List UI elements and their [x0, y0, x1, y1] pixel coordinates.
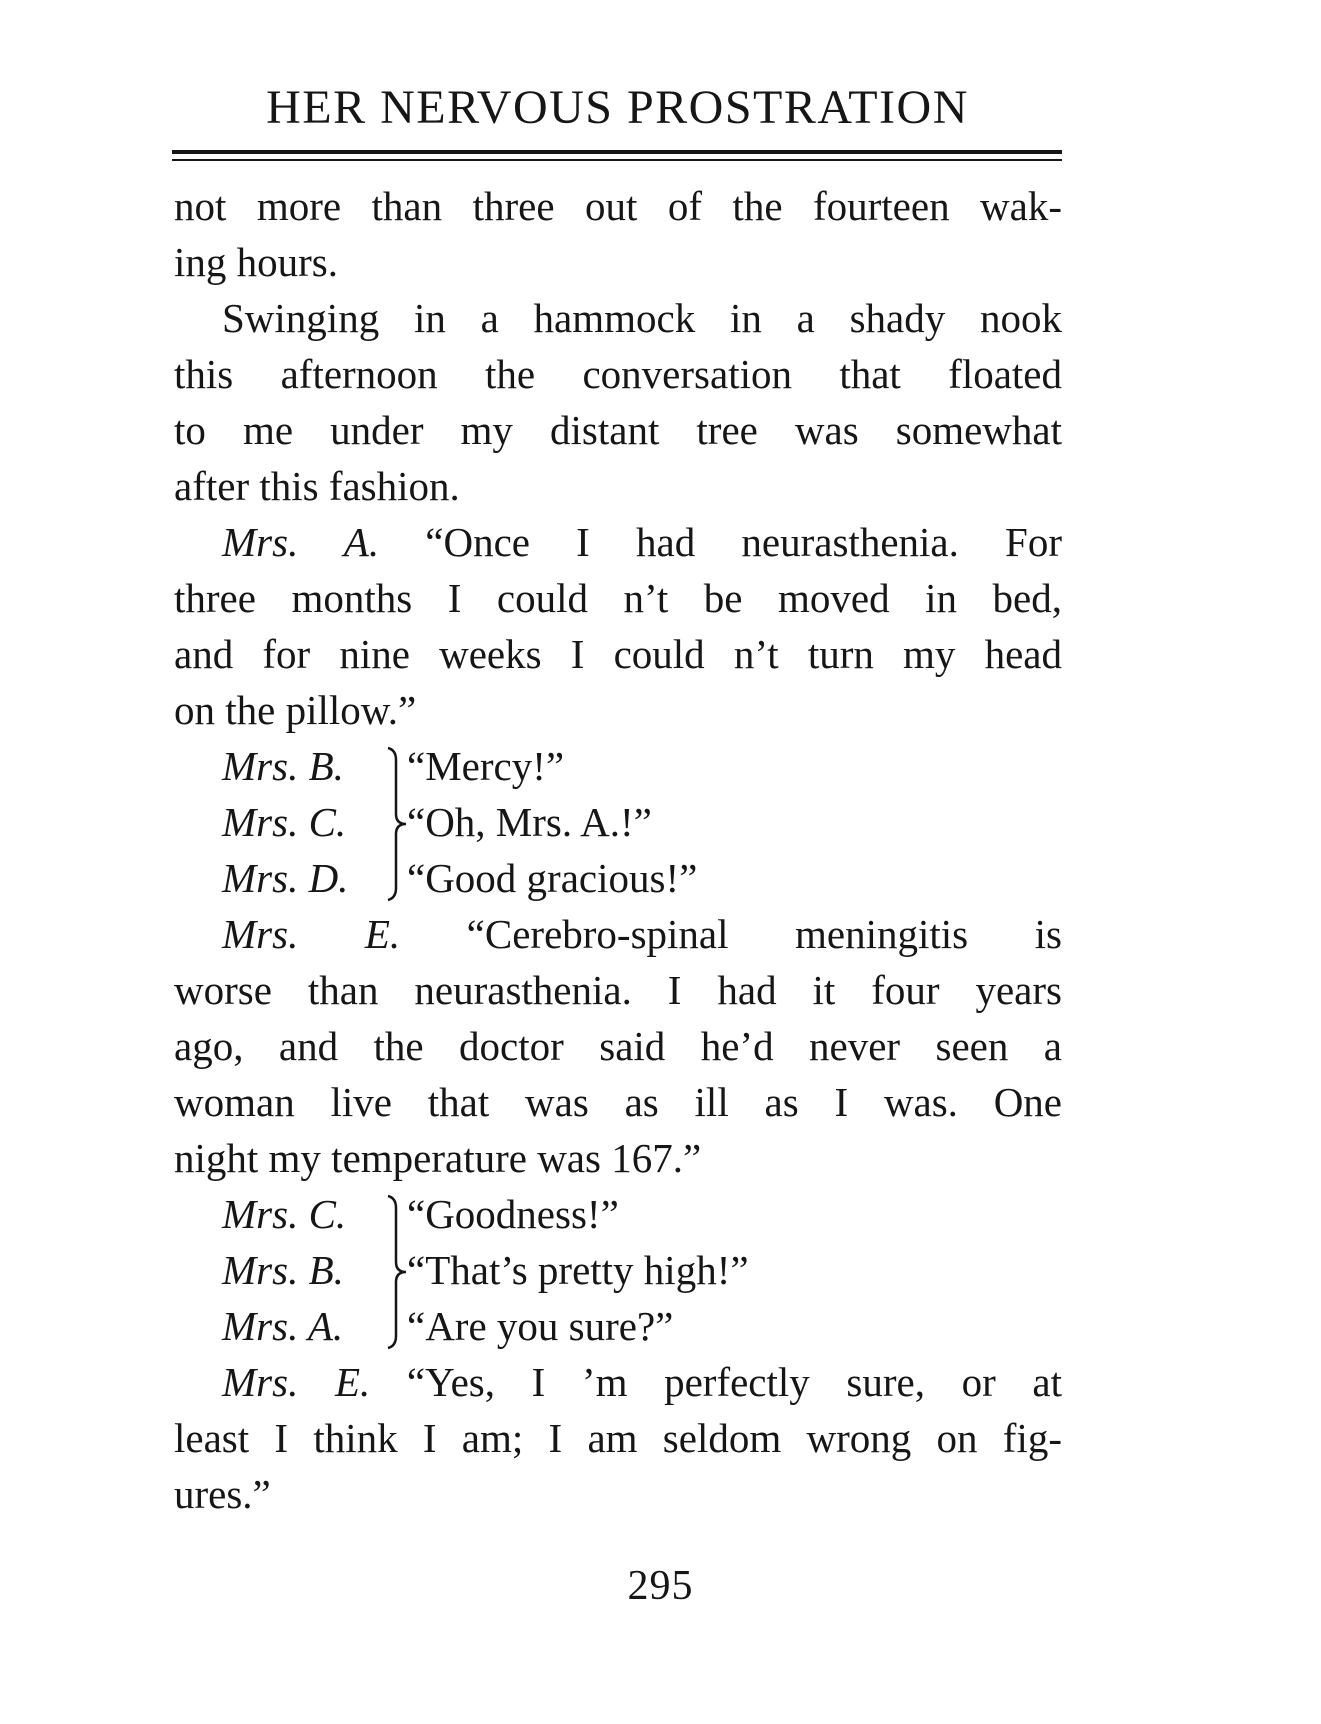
text-line: worse than neurasthenia. I had it four years [174, 967, 1062, 1013]
chorus-row [222, 1186, 1062, 1242]
dialogue-text: “Yes, I ’m perfectly sure, or at [406, 1359, 1062, 1405]
text-line: Swinging in a hammock in a shady nook [222, 295, 1062, 341]
body-text [174, 178, 1062, 1522]
text-line: ago, and the doctor said he’d never seen a [174, 1023, 1062, 1069]
speaker-name: Mrs. A. [222, 1303, 344, 1349]
running-head: HER NERVOUS PROSTRATION [266, 81, 969, 134]
speaker-name: Mrs. B. [222, 743, 344, 789]
page-number: 295 [627, 1563, 694, 1609]
speaker-name: Mrs. E. [222, 911, 401, 957]
chorus-row [222, 850, 1062, 906]
speaker-name: Mrs. C. [222, 1191, 347, 1237]
text-line: after this fashion. [174, 463, 460, 509]
speaker-name: Mrs. B. [222, 1247, 344, 1293]
dialogue-text: “Good gracious!” [407, 855, 698, 901]
dialogue-line [174, 1354, 1062, 1410]
speaker-name: Mrs. C. [222, 799, 347, 845]
speaker-name: Mrs. A. [222, 519, 380, 565]
chorus-group [174, 1186, 1062, 1354]
dialogue-text: “Cerebro-spinal meningitis is [466, 911, 1063, 957]
text-line: this afternoon the conversation that floated [174, 351, 1062, 397]
dialogue-text: “Goodness!” [407, 1191, 619, 1237]
text-line: to me under my distant tree was somewhat [174, 407, 1062, 453]
chorus-row [222, 794, 1062, 850]
dialogue-text: “Once I had neurasthenia. For [425, 519, 1063, 565]
head-rule-thick [172, 150, 1062, 154]
brace-glyph [384, 1194, 410, 1350]
chorus-group [174, 738, 1062, 906]
dialogue-text: “Oh, Mrs. A.!” [407, 799, 652, 845]
brace-glyph [384, 746, 410, 902]
dialogue-text: “Are you sure?” [407, 1303, 674, 1349]
dialogue-text: “Mercy!” [407, 743, 565, 789]
text-line: night my temperature was 167.” [174, 1135, 702, 1181]
text-line: three months I could n’t be moved in bed, [174, 575, 1062, 621]
dialogue-line [174, 514, 1062, 570]
text-line: and for nine weeks I could n’t turn my head [174, 631, 1062, 677]
head-rule-thin [172, 159, 1062, 161]
speaker-name: Mrs. D. [222, 855, 349, 901]
text-line: ing hours. [174, 239, 338, 285]
dialogue-text: “That’s pretty high!” [407, 1247, 749, 1293]
text-line: least I think I am; I am seldom wrong on fig- [174, 1415, 1062, 1461]
text-line: not more than three out of the fourteen wak- [174, 183, 1062, 229]
chorus-row [222, 1242, 1062, 1298]
text-line: on the pillow.” [174, 687, 417, 733]
text-line: woman live that was as ill as I was. One [174, 1079, 1062, 1125]
chorus-row [222, 1298, 1062, 1354]
text-line: ures.” [174, 1471, 271, 1517]
dialogue-line [174, 906, 1062, 962]
speaker-name: Mrs. E. [222, 1359, 371, 1405]
chorus-row [222, 738, 1062, 794]
